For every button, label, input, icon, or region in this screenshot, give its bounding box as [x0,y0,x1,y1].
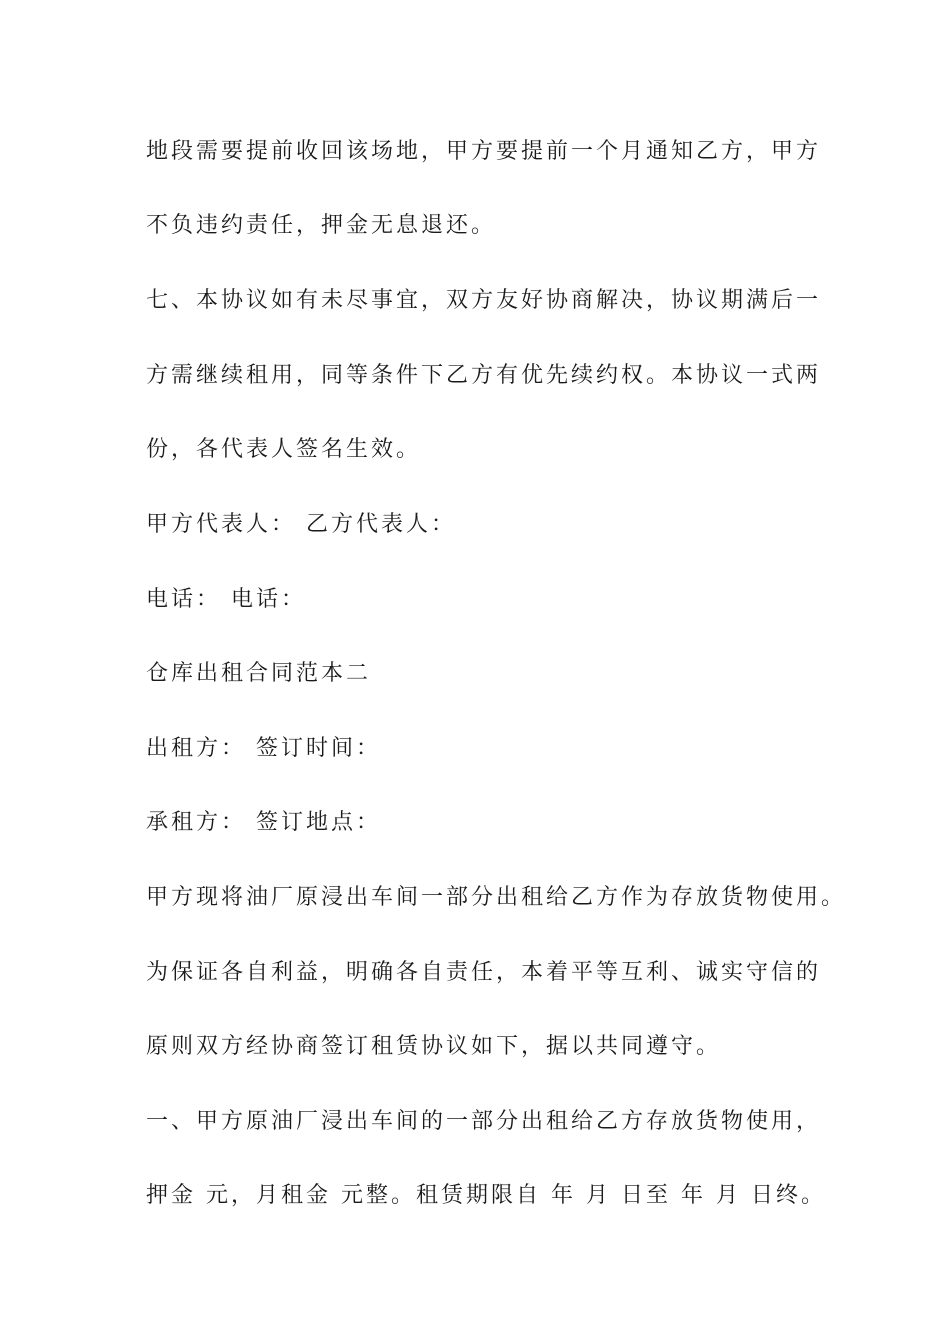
paragraph-line-3: 七、本协议如有未尽事宜，双方友好协商解决，协议期满后一 [146,288,822,313]
paragraph-line-8: 原则双方经协商签订租赁协议如下，据以共同遵守。 [146,1034,722,1059]
paragraph-line-9: 一、甲方原油厂浸出车间的一部分出租给乙方存放货物使用， [146,1109,822,1134]
paragraph-line-4: 方需继续租用，同等条件下乙方有优先续约权。本协议一式两 [146,363,822,388]
signature-line-representatives: 甲方代表人： 乙方代表人： [146,512,456,537]
paragraph-line-6: 甲方现将油厂原浸出车间一部分出租给乙方作为存放货物使用。 [146,885,847,910]
paragraph-line-1: 地段需要提前收回该场地，甲方要提前一个月通知乙方，甲方 [146,139,822,164]
lessor-line: 出租方： 签订时间： [146,736,381,761]
paragraph-line-2: 不负违约责任，押金无息退还。 [146,213,497,238]
signature-line-phone: 电话： 电话： [146,587,306,612]
section-title: 仓库出租合同范本二 [146,661,372,686]
paragraph-line-5: 份，各代表人签名生效。 [146,437,422,462]
paragraph-line-10: 押金 元，月租金 元整。租赁期限自 年 月 日至 年 月 日终。 [146,1183,826,1208]
lessee-line: 承租方： 签订地点： [146,810,381,835]
paragraph-line-7: 为保证各自利益，明确各自责任，本着平等互利、诚实守信的 [146,960,822,985]
